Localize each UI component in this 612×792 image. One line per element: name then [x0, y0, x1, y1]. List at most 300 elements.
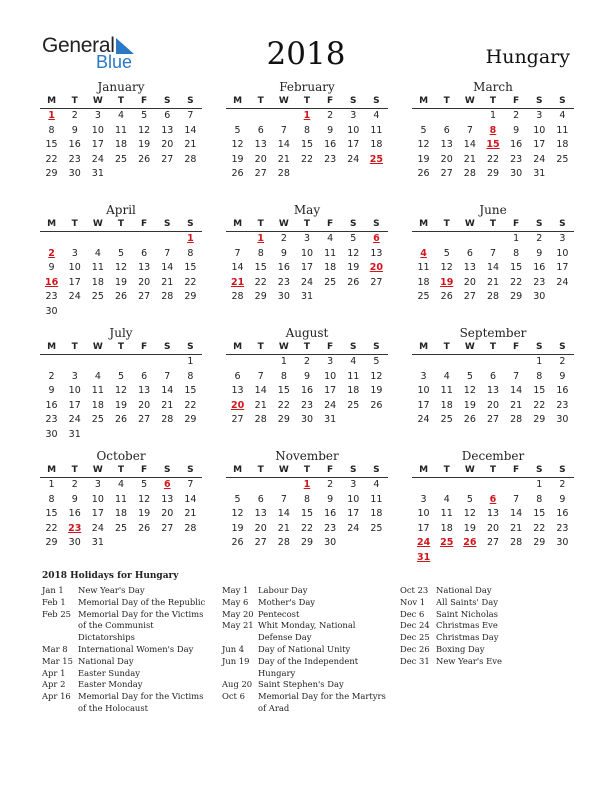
- day-cell[interactable]: 9: [536, 247, 543, 259]
- day-cell[interactable]: 20: [486, 399, 500, 411]
- day-cell[interactable]: 20: [463, 276, 476, 288]
- day-cell[interactable]: 3: [94, 479, 101, 490]
- day-cell[interactable]: 7: [513, 493, 520, 505]
- day-cell[interactable]: 27: [138, 414, 151, 426]
- day-cell[interactable]: 30: [277, 291, 290, 303]
- day-cell[interactable]: 19: [463, 522, 476, 534]
- day-cell[interactable]: 3: [350, 110, 357, 121]
- day-cell[interactable]: 15: [300, 508, 314, 520]
- day-cell[interactable]: 21: [463, 153, 476, 165]
- day-cell[interactable]: 29: [533, 537, 546, 549]
- day-cell[interactable]: 31: [91, 168, 104, 180]
- day-cell[interactable]: 21: [510, 522, 523, 534]
- day-cell[interactable]: 13: [254, 139, 267, 151]
- day-cell[interactable]: 12: [347, 247, 360, 259]
- day-cell[interactable]: 29: [300, 537, 314, 549]
- day-cell[interactable]: 17: [91, 508, 104, 520]
- day-cell[interactable]: 4: [117, 110, 125, 121]
- day-cell[interactable]: 17: [417, 399, 430, 411]
- day-cell[interactable]: 3: [71, 370, 78, 382]
- day-cell[interactable]: 21: [277, 522, 290, 534]
- day-cell[interactable]: 10: [417, 385, 430, 397]
- day-cell[interactable]: 2: [71, 110, 78, 121]
- day-cell[interactable]: 16: [556, 508, 569, 520]
- day-cell[interactable]: 26: [138, 153, 151, 165]
- day-cell[interactable]: 9: [280, 247, 287, 259]
- day-cell[interactable]: 26: [138, 522, 151, 534]
- day-cell[interactable]: 18: [324, 262, 337, 274]
- day-cell[interactable]: 10: [347, 124, 360, 136]
- day-cell[interactable]: 29: [254, 291, 267, 303]
- day-cell[interactable]: 26: [370, 399, 383, 411]
- day-cell[interactable]: 28: [254, 414, 267, 426]
- day-cell[interactable]: 3: [559, 233, 566, 244]
- day-cell[interactable]: 18: [114, 139, 128, 151]
- day-cell[interactable]: 21: [254, 399, 267, 411]
- day-cell[interactable]: 4: [117, 479, 125, 490]
- day-cell[interactable]: 11: [417, 262, 430, 274]
- day-cell[interactable]: 17: [347, 508, 360, 520]
- day-cell[interactable]: 3: [420, 370, 427, 382]
- day-cell[interactable]: 19: [114, 276, 128, 288]
- day-cell[interactable]: 1: [513, 233, 520, 244]
- day-cell[interactable]: 21: [161, 399, 174, 411]
- day-cell[interactable]: 25: [417, 291, 430, 303]
- holiday-day-cell[interactable]: 6: [489, 493, 497, 505]
- day-cell[interactable]: 5: [234, 493, 241, 505]
- day-cell[interactable]: 29: [510, 291, 523, 303]
- day-cell[interactable]: 14: [161, 262, 174, 274]
- day-cell[interactable]: 31: [91, 537, 104, 549]
- day-cell[interactable]: 10: [417, 508, 430, 520]
- holiday-day-cell[interactable]: 24: [416, 537, 431, 549]
- holiday-day-cell[interactable]: 1: [187, 233, 194, 244]
- day-cell[interactable]: 14: [510, 385, 523, 397]
- day-cell[interactable]: 12: [463, 508, 476, 520]
- day-cell[interactable]: 23: [533, 276, 546, 288]
- day-cell[interactable]: 16: [324, 508, 337, 520]
- day-cell[interactable]: 23: [556, 522, 569, 534]
- day-cell[interactable]: 6: [466, 247, 473, 259]
- day-cell[interactable]: 7: [257, 370, 264, 382]
- day-cell[interactable]: 9: [48, 262, 55, 274]
- day-cell[interactable]: 25: [324, 276, 337, 288]
- day-cell[interactable]: 24: [533, 153, 546, 165]
- day-cell[interactable]: 6: [489, 370, 497, 382]
- day-cell[interactable]: 18: [370, 508, 383, 520]
- day-cell[interactable]: 11: [114, 124, 128, 136]
- day-cell[interactable]: 13: [486, 508, 500, 520]
- day-cell[interactable]: 13: [254, 508, 267, 520]
- day-cell[interactable]: 23: [300, 399, 314, 411]
- day-cell[interactable]: 17: [417, 522, 430, 534]
- day-cell[interactable]: 7: [187, 479, 194, 490]
- day-cell[interactable]: 2: [559, 356, 566, 367]
- day-cell[interactable]: 19: [417, 153, 430, 165]
- day-cell[interactable]: 20: [254, 153, 267, 165]
- day-cell[interactable]: 24: [556, 276, 569, 288]
- day-cell[interactable]: 3: [350, 479, 357, 490]
- day-cell[interactable]: 8: [536, 370, 543, 382]
- day-cell[interactable]: 14: [184, 493, 197, 505]
- day-cell[interactable]: 14: [277, 508, 290, 520]
- day-cell[interactable]: 21: [161, 276, 174, 288]
- day-cell[interactable]: 11: [556, 124, 569, 136]
- day-cell[interactable]: 16: [556, 385, 569, 397]
- day-cell[interactable]: 22: [184, 276, 197, 288]
- day-cell[interactable]: 6: [141, 247, 148, 259]
- day-cell[interactable]: 15: [45, 139, 58, 151]
- day-cell[interactable]: 28: [161, 414, 174, 426]
- day-cell[interactable]: 25: [440, 414, 453, 426]
- day-cell[interactable]: 3: [327, 356, 334, 367]
- day-cell[interactable]: 22: [533, 399, 546, 411]
- day-cell[interactable]: 15: [277, 385, 290, 397]
- day-cell[interactable]: 19: [347, 262, 360, 274]
- day-cell[interactable]: 28: [184, 153, 197, 165]
- day-cell[interactable]: 9: [327, 493, 334, 505]
- day-cell[interactable]: 15: [184, 262, 197, 274]
- day-cell[interactable]: 12: [138, 493, 151, 505]
- day-cell[interactable]: 20: [161, 139, 174, 151]
- day-cell[interactable]: 30: [533, 291, 546, 303]
- day-cell[interactable]: 14: [277, 139, 290, 151]
- day-cell[interactable]: 12: [463, 385, 476, 397]
- day-cell[interactable]: 5: [350, 233, 357, 244]
- day-cell[interactable]: 6: [257, 124, 264, 136]
- day-cell[interactable]: 6: [164, 110, 171, 121]
- day-cell[interactable]: 14: [184, 124, 197, 136]
- day-cell[interactable]: 25: [91, 291, 104, 303]
- day-cell[interactable]: 7: [164, 247, 171, 259]
- day-cell[interactable]: 10: [556, 247, 569, 259]
- holiday-day-cell[interactable]: 6: [373, 233, 380, 244]
- day-cell[interactable]: 6: [141, 370, 148, 382]
- day-cell[interactable]: 8: [513, 247, 520, 259]
- day-cell[interactable]: 10: [91, 493, 104, 505]
- day-cell[interactable]: 30: [556, 537, 569, 549]
- day-cell[interactable]: 3: [94, 110, 101, 121]
- day-cell[interactable]: 19: [138, 508, 151, 520]
- day-cell[interactable]: 11: [324, 247, 337, 259]
- day-cell[interactable]: 2: [536, 233, 543, 244]
- day-cell[interactable]: 9: [559, 493, 566, 505]
- day-cell[interactable]: 15: [510, 262, 523, 274]
- holiday-day-cell[interactable]: 8: [489, 124, 497, 136]
- day-cell[interactable]: 8: [187, 370, 194, 382]
- day-cell[interactable]: 12: [440, 262, 453, 274]
- day-cell[interactable]: 24: [68, 291, 81, 303]
- day-cell[interactable]: 3: [303, 233, 311, 244]
- day-cell[interactable]: 19: [231, 153, 244, 165]
- day-cell[interactable]: 26: [114, 291, 128, 303]
- day-cell[interactable]: 20: [138, 399, 151, 411]
- day-cell[interactable]: 4: [443, 493, 450, 505]
- day-cell[interactable]: 26: [114, 414, 128, 426]
- day-cell[interactable]: 26: [231, 168, 244, 180]
- day-cell[interactable]: 3: [536, 110, 543, 121]
- day-cell[interactable]: 11: [347, 370, 360, 382]
- day-cell[interactable]: 5: [117, 370, 125, 382]
- day-cell[interactable]: 2: [71, 479, 78, 490]
- day-cell[interactable]: 12: [114, 385, 128, 397]
- day-cell[interactable]: 13: [138, 385, 151, 397]
- day-cell[interactable]: 24: [347, 522, 360, 534]
- day-cell[interactable]: 3: [71, 247, 78, 259]
- day-cell[interactable]: 21: [277, 153, 290, 165]
- day-cell[interactable]: 17: [68, 399, 81, 411]
- day-cell[interactable]: 28: [463, 168, 476, 180]
- day-cell[interactable]: 22: [486, 153, 500, 165]
- day-cell[interactable]: 10: [68, 262, 81, 274]
- day-cell[interactable]: 5: [117, 247, 125, 259]
- day-cell[interactable]: 19: [231, 522, 244, 534]
- day-cell[interactable]: 3: [420, 493, 427, 505]
- day-cell[interactable]: 31: [68, 428, 81, 440]
- day-cell[interactable]: 11: [440, 508, 453, 520]
- day-cell[interactable]: 18: [440, 522, 453, 534]
- holiday-day-cell[interactable]: 20: [369, 262, 384, 274]
- day-cell[interactable]: 21: [184, 139, 197, 151]
- day-cell[interactable]: 31: [324, 414, 337, 426]
- day-cell[interactable]: 31: [300, 291, 314, 303]
- holiday-day-cell[interactable]: 2: [48, 247, 55, 259]
- day-cell[interactable]: 27: [486, 414, 500, 426]
- day-cell[interactable]: 30: [45, 305, 58, 317]
- day-cell[interactable]: 8: [280, 370, 287, 382]
- day-cell[interactable]: 7: [187, 110, 194, 121]
- day-cell[interactable]: 5: [466, 370, 473, 382]
- day-cell[interactable]: 13: [486, 385, 500, 397]
- day-cell[interactable]: 10: [347, 493, 360, 505]
- day-cell[interactable]: 17: [324, 385, 337, 397]
- day-cell[interactable]: 27: [254, 537, 267, 549]
- day-cell[interactable]: 9: [71, 124, 78, 136]
- day-cell[interactable]: 16: [68, 508, 81, 520]
- holiday-day-cell[interactable]: 25: [369, 153, 384, 165]
- day-cell[interactable]: 22: [184, 399, 197, 411]
- day-cell[interactable]: 28: [184, 522, 197, 534]
- day-cell[interactable]: 28: [510, 414, 523, 426]
- day-cell[interactable]: 24: [347, 153, 360, 165]
- day-cell[interactable]: 13: [161, 124, 174, 136]
- day-cell[interactable]: 20: [440, 153, 453, 165]
- day-cell[interactable]: 30: [68, 168, 81, 180]
- day-cell[interactable]: 28: [277, 168, 290, 180]
- day-cell[interactable]: 25: [91, 414, 104, 426]
- day-cell[interactable]: 1: [536, 479, 543, 490]
- day-cell[interactable]: 18: [417, 276, 430, 288]
- day-cell[interactable]: 11: [91, 385, 104, 397]
- day-cell[interactable]: 30: [556, 414, 569, 426]
- day-cell[interactable]: 17: [300, 262, 314, 274]
- day-cell[interactable]: 2: [48, 370, 55, 382]
- day-cell[interactable]: 2: [303, 356, 311, 367]
- day-cell[interactable]: 23: [324, 153, 337, 165]
- day-cell[interactable]: 5: [141, 479, 148, 490]
- day-cell[interactable]: 27: [463, 291, 476, 303]
- day-cell[interactable]: 15: [184, 385, 197, 397]
- day-cell[interactable]: 4: [373, 110, 380, 121]
- holiday-day-cell[interactable]: 20: [230, 399, 245, 411]
- day-cell[interactable]: 28: [277, 537, 290, 549]
- day-cell[interactable]: 4: [94, 247, 101, 259]
- day-cell[interactable]: 4: [559, 110, 566, 121]
- day-cell[interactable]: 7: [234, 247, 241, 259]
- holiday-day-cell[interactable]: 26: [463, 537, 477, 549]
- day-cell[interactable]: 11: [440, 385, 453, 397]
- day-cell[interactable]: 27: [161, 153, 174, 165]
- day-cell[interactable]: 25: [114, 522, 128, 534]
- day-cell[interactable]: 13: [231, 385, 244, 397]
- holiday-day-cell[interactable]: 21: [230, 276, 245, 288]
- day-cell[interactable]: 21: [486, 276, 500, 288]
- day-cell[interactable]: 16: [45, 399, 58, 411]
- day-cell[interactable]: 5: [443, 247, 450, 259]
- day-cell[interactable]: 23: [45, 291, 58, 303]
- day-cell[interactable]: 15: [45, 508, 58, 520]
- day-cell[interactable]: 20: [161, 508, 174, 520]
- day-cell[interactable]: 25: [114, 153, 128, 165]
- day-cell[interactable]: 24: [91, 153, 104, 165]
- day-cell[interactable]: 7: [164, 370, 171, 382]
- day-cell[interactable]: 1: [187, 356, 194, 367]
- day-cell[interactable]: 17: [533, 139, 546, 151]
- day-cell[interactable]: 15: [254, 262, 267, 274]
- day-cell[interactable]: 8: [48, 124, 55, 136]
- day-cell[interactable]: 14: [231, 262, 244, 274]
- day-cell[interactable]: 11: [370, 124, 383, 136]
- day-cell[interactable]: 11: [114, 493, 128, 505]
- day-cell[interactable]: 19: [463, 399, 476, 411]
- day-cell[interactable]: 18: [91, 399, 104, 411]
- day-cell[interactable]: 13: [370, 247, 383, 259]
- holiday-day-cell[interactable]: 25: [440, 537, 454, 549]
- day-cell[interactable]: 9: [48, 385, 55, 397]
- day-cell[interactable]: 30: [300, 414, 314, 426]
- day-cell[interactable]: 9: [303, 370, 311, 382]
- day-cell[interactable]: 7: [466, 124, 473, 136]
- day-cell[interactable]: 15: [533, 508, 546, 520]
- day-cell[interactable]: 2: [327, 479, 334, 490]
- day-cell[interactable]: 5: [466, 493, 473, 505]
- holiday-day-cell[interactable]: 16: [44, 276, 59, 288]
- day-cell[interactable]: 23: [68, 153, 81, 165]
- day-cell[interactable]: 27: [440, 168, 453, 180]
- day-cell[interactable]: 14: [486, 262, 500, 274]
- day-cell[interactable]: 9: [559, 370, 566, 382]
- day-cell[interactable]: 6: [234, 370, 241, 382]
- day-cell[interactable]: 7: [489, 247, 497, 259]
- day-cell[interactable]: 22: [300, 522, 314, 534]
- day-cell[interactable]: 2: [280, 233, 287, 244]
- day-cell[interactable]: 29: [486, 168, 500, 180]
- day-cell[interactable]: 28: [161, 291, 174, 303]
- day-cell[interactable]: 30: [324, 537, 337, 549]
- day-cell[interactable]: 25: [370, 522, 383, 534]
- day-cell[interactable]: 29: [184, 291, 197, 303]
- day-cell[interactable]: 22: [254, 276, 267, 288]
- day-cell[interactable]: 27: [138, 291, 151, 303]
- day-cell[interactable]: 10: [300, 247, 314, 259]
- day-cell[interactable]: 14: [254, 385, 267, 397]
- day-cell[interactable]: 8: [536, 493, 543, 505]
- day-cell[interactable]: 29: [277, 414, 290, 426]
- day-cell[interactable]: 24: [417, 414, 430, 426]
- day-cell[interactable]: 10: [324, 370, 337, 382]
- day-cell[interactable]: 24: [300, 276, 314, 288]
- day-cell[interactable]: 23: [277, 276, 290, 288]
- holiday-day-cell[interactable]: 1: [303, 479, 311, 490]
- day-cell[interactable]: 22: [510, 276, 523, 288]
- day-cell[interactable]: 5: [420, 124, 427, 136]
- day-cell[interactable]: 12: [231, 139, 244, 151]
- day-cell[interactable]: 7: [280, 493, 287, 505]
- day-cell[interactable]: 20: [486, 522, 500, 534]
- day-cell[interactable]: 30: [510, 168, 523, 180]
- holiday-day-cell[interactable]: 15: [486, 139, 500, 151]
- day-cell[interactable]: 24: [68, 414, 81, 426]
- day-cell[interactable]: 1: [48, 479, 55, 490]
- day-cell[interactable]: 9: [513, 124, 520, 136]
- day-cell[interactable]: 4: [94, 370, 101, 382]
- holiday-day-cell[interactable]: 1: [257, 233, 265, 244]
- day-cell[interactable]: 8: [257, 247, 264, 259]
- day-cell[interactable]: 18: [114, 508, 128, 520]
- day-cell[interactable]: 12: [417, 139, 430, 151]
- holiday-day-cell[interactable]: 4: [420, 247, 427, 259]
- holiday-day-cell[interactable]: 1: [48, 110, 55, 121]
- day-cell[interactable]: 28: [231, 291, 244, 303]
- day-cell[interactable]: 12: [114, 262, 128, 274]
- day-cell[interactable]: 18: [440, 399, 453, 411]
- day-cell[interactable]: 7: [513, 370, 520, 382]
- day-cell[interactable]: 6: [257, 493, 264, 505]
- day-cell[interactable]: 4: [373, 479, 380, 490]
- day-cell[interactable]: 13: [440, 139, 453, 151]
- holiday-day-cell[interactable]: 19: [440, 276, 454, 288]
- holiday-day-cell[interactable]: 31: [416, 551, 431, 563]
- day-cell[interactable]: 18: [556, 139, 569, 151]
- day-cell[interactable]: 21: [510, 399, 523, 411]
- day-cell[interactable]: 27: [231, 414, 244, 426]
- day-cell[interactable]: 18: [91, 276, 104, 288]
- day-cell[interactable]: 28: [510, 537, 523, 549]
- day-cell[interactable]: 1: [489, 110, 497, 121]
- day-cell[interactable]: 17: [556, 262, 569, 274]
- day-cell[interactable]: 23: [510, 153, 523, 165]
- day-cell[interactable]: 19: [370, 385, 383, 397]
- day-cell[interactable]: 13: [161, 493, 174, 505]
- day-cell[interactable]: 29: [184, 414, 197, 426]
- day-cell[interactable]: 2: [327, 110, 334, 121]
- day-cell[interactable]: 11: [370, 493, 383, 505]
- day-cell[interactable]: 14: [510, 508, 523, 520]
- day-cell[interactable]: 8: [303, 493, 311, 505]
- day-cell[interactable]: 26: [463, 414, 476, 426]
- day-cell[interactable]: 20: [138, 276, 151, 288]
- day-cell[interactable]: 26: [231, 537, 244, 549]
- day-cell[interactable]: 22: [45, 153, 58, 165]
- day-cell[interactable]: 10: [68, 385, 81, 397]
- day-cell[interactable]: 5: [373, 356, 380, 367]
- day-cell[interactable]: 20: [254, 522, 267, 534]
- day-cell[interactable]: 16: [510, 139, 523, 151]
- day-cell[interactable]: 12: [138, 124, 151, 136]
- day-cell[interactable]: 1: [536, 356, 543, 367]
- day-cell[interactable]: 23: [45, 414, 58, 426]
- holiday-day-cell[interactable]: 6: [163, 479, 171, 490]
